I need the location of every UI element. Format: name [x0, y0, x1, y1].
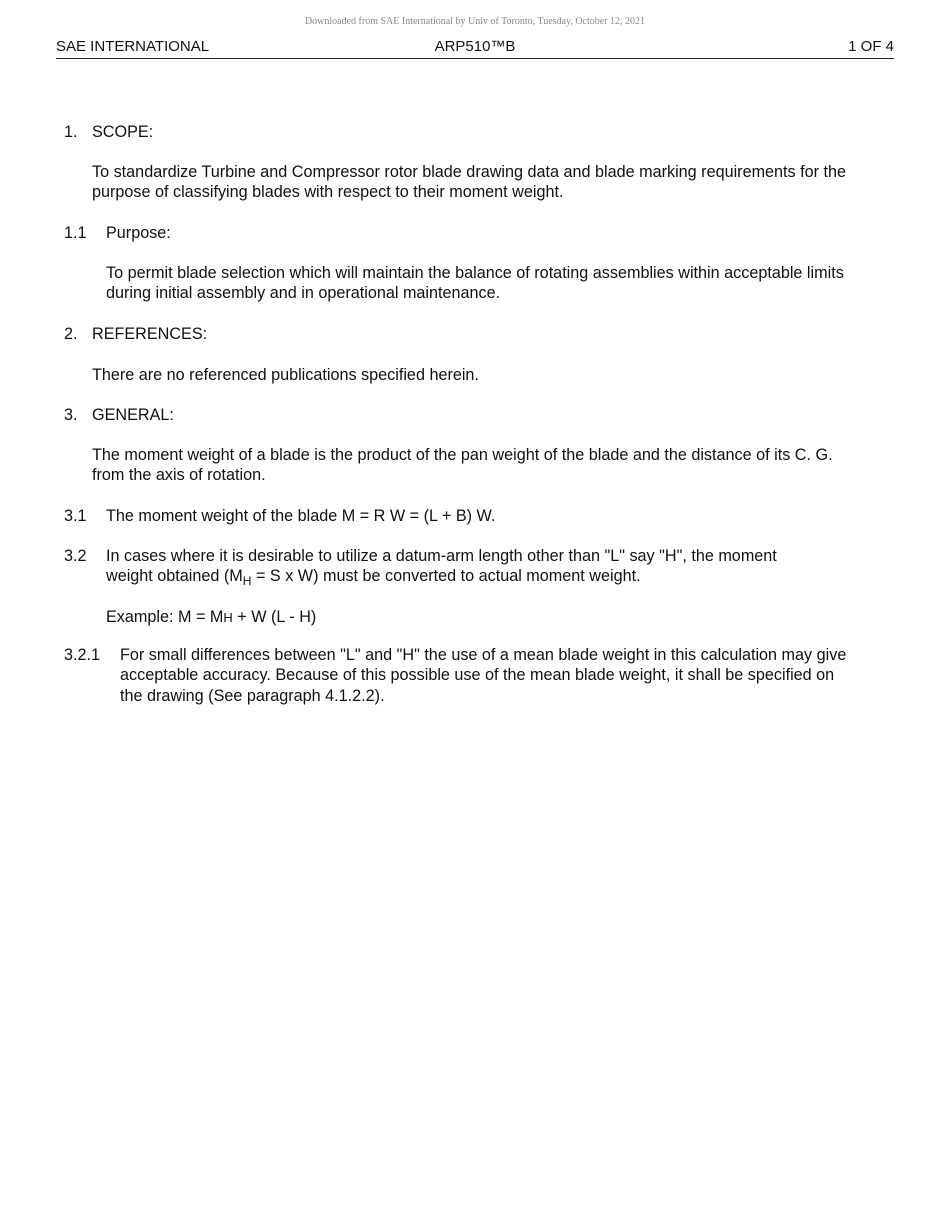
- section-number: 2.: [64, 325, 78, 343]
- section-number: 3.1: [64, 507, 87, 525]
- example-formula: Example: M = MH + W (L - H): [106, 608, 317, 626]
- section-text: [106, 546, 861, 587]
- section-text-line-1: In cases where it is desirable to utilize a datum-arm length other than "L" say "H", the moment: [106, 547, 777, 565]
- section-2-heading: [64, 324, 364, 346]
- section-number: 1.1: [64, 224, 87, 242]
- section-number: 3.2: [64, 547, 87, 565]
- page-header: [56, 38, 894, 59]
- section-1-1-body: To permit blade selection which will maintain the balance of rotating assemblies within acceptable limits during initial assembly and in operational maintenance.: [106, 264, 844, 303]
- download-watermark: Downloaded from SAE International by Univ of Toronto, Tuesday, October 12, 2021: [304, 16, 646, 27]
- section-1-body: To standardize Turbine and Compressor rotor blade drawing data and blade marking requirements for the purpose of classifying blades with respect to their moment weight.: [92, 163, 847, 202]
- section-1-1-heading: [64, 223, 364, 245]
- section-title: GENERAL:: [92, 406, 174, 424]
- subscript-h: H: [242, 574, 252, 589]
- section-2-body: There are no referenced publications specified herein.: [92, 366, 479, 384]
- section-3-body: The moment weight of a blade is the product of the pan weight of the blade and the distance of its C. G. from the axis of rotation.: [92, 446, 833, 485]
- section-3-2-1: [64, 645, 864, 709]
- section-title: SCOPE:: [92, 123, 154, 141]
- section-number: 1.: [64, 123, 78, 141]
- section-title: Purpose:: [106, 224, 171, 242]
- section-text: For small differences between "L" and "H" the use of a mean blade weight in this calculation may give acceptable accuracy. Because of this possible use of the mean blade weight, it shall be specified on the drawing (See paragraph 4.1.2.2).: [120, 646, 847, 705]
- subscript-h: H: [223, 610, 233, 625]
- section-3-2: [64, 546, 864, 590]
- section-3-heading: [64, 405, 364, 427]
- section-text-line-2: weight obtained ($M_H = S$ x W) must be converted to actual moment weight.: [106, 567, 641, 589]
- header-page-number: 1 OF 4: [848, 38, 894, 55]
- section-number: 3.: [64, 406, 78, 424]
- section-1-heading: [64, 122, 364, 144]
- header-document-id: ARP510™B: [434, 38, 516, 55]
- section-text: The moment weight of the blade M = R W = (L + B) W.: [106, 507, 496, 525]
- section-number: 3.2.1: [64, 646, 101, 664]
- section-title: REFERENCES:: [92, 325, 208, 343]
- section-3-1: [64, 506, 854, 528]
- header-organization: SAE INTERNATIONAL: [56, 38, 210, 55]
